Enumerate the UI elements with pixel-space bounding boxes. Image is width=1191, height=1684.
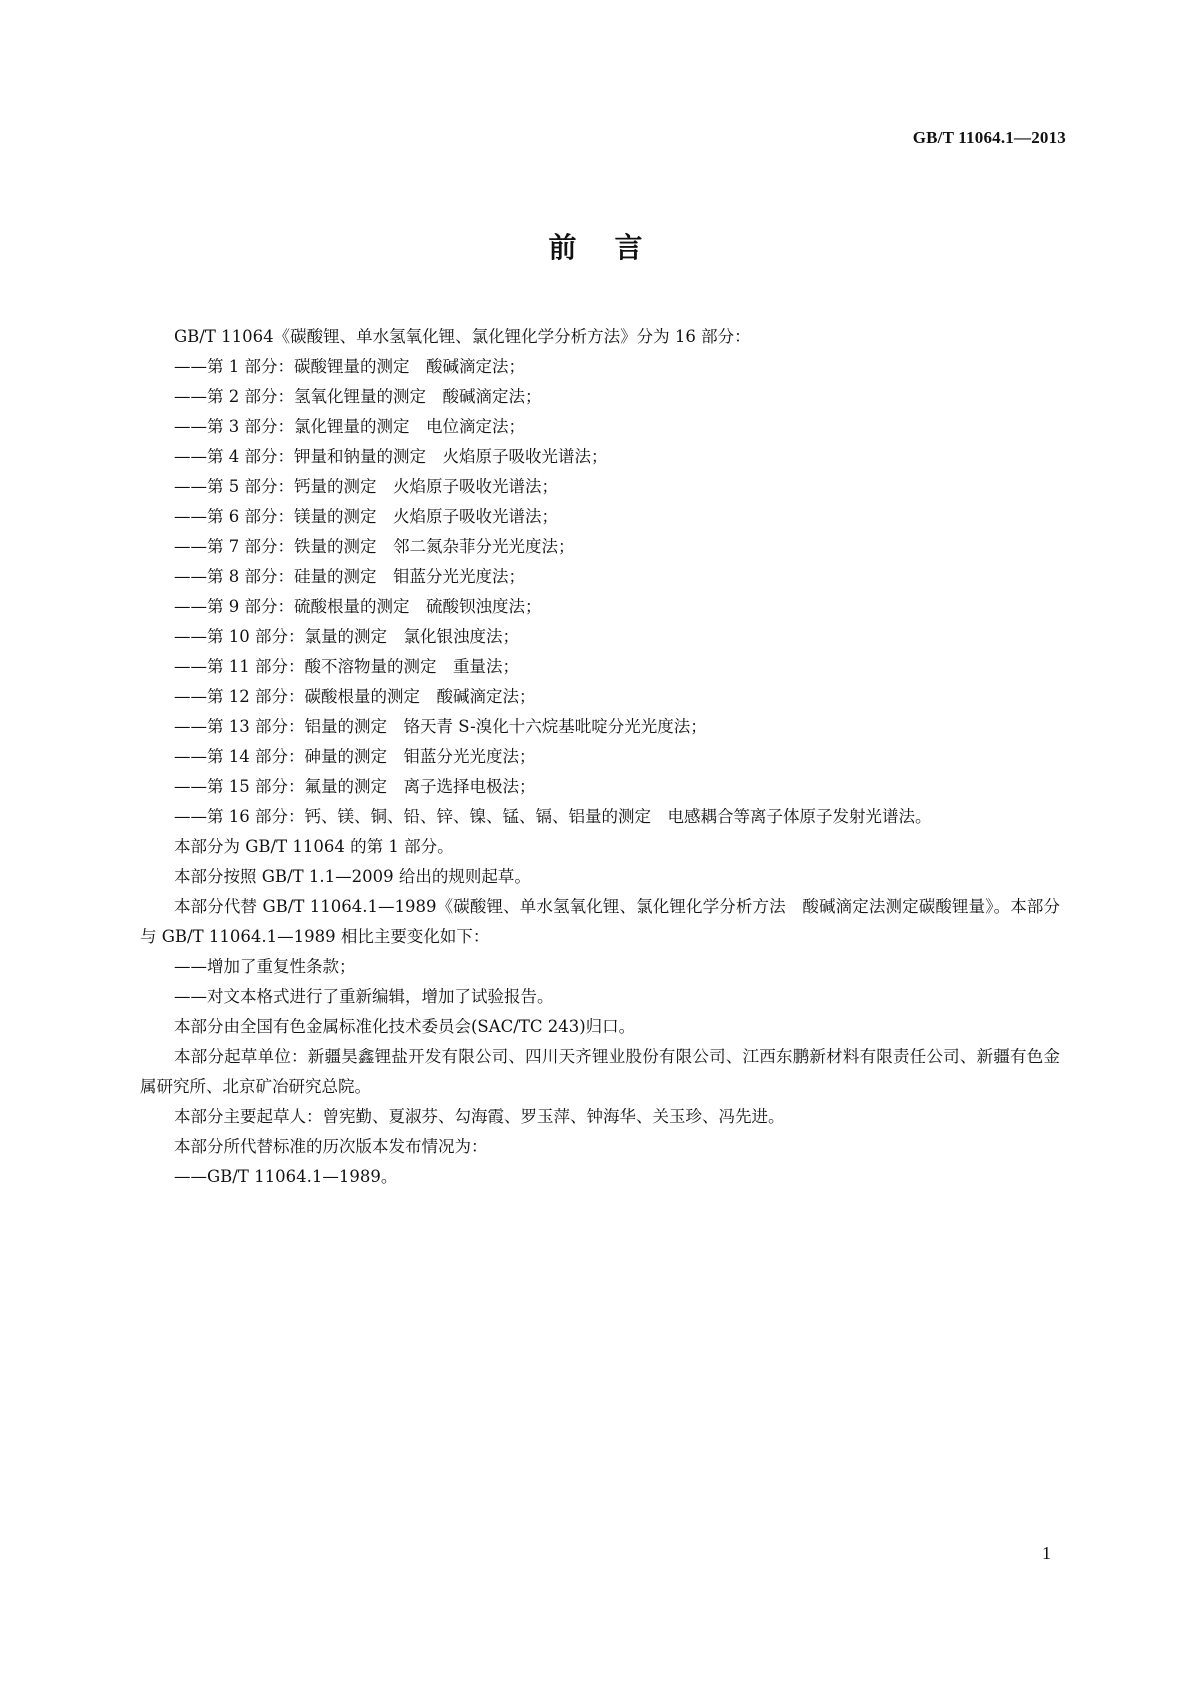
list-item: ——第 4 部分：钾量和钠量的测定 火焰原子吸收光谱法； <box>174 447 608 466</box>
list-item: ——第 13 部分：铝量的测定 铬天青 S-溴化十六烷基吡啶分光光度法； <box>174 717 707 736</box>
committee-paragraph: 本部分由全国有色金属标准化技术委员会(SAC/TC 243)归口。 <box>174 1017 636 1036</box>
page-number: 1 <box>1042 1543 1051 1563</box>
list-item: ——第 3 部分：氯化锂量的测定 电位滴定法； <box>174 417 525 436</box>
standard-number: GB/T 11064.1—2013 <box>912 128 1066 147</box>
list-item: ——第 10 部分：氯量的测定 氯化银浊度法； <box>174 627 519 646</box>
list-item: ——第 1 部分：碳酸锂量的测定 酸碱滴定法； <box>174 357 525 376</box>
replaces-paragraph: 本部分代替 GB/T 11064.1—1989《碳酸锂、单水氢氧化锂、氯化锂化学分析方法 酸碱滴定法测定碳酸锂量》。本部分与 GB/T 11064.1—1989 相比主要变化如下： <box>140 897 1060 946</box>
list-item: ——第 2 部分：氢氧化锂量的测定 酸碱滴定法； <box>174 387 542 406</box>
foreword-body <box>140 322 1060 1192</box>
change-item: ——对文本格式进行了重新编辑，增加了试验报告。 <box>174 987 554 1006</box>
history-intro: 本部分所代替标准的历次版本发布情况为： <box>174 1137 488 1156</box>
list-item: ——第 6 部分：镁量的测定 火焰原子吸收光谱法； <box>174 507 558 526</box>
list-item: ——第 16 部分：钙、镁、铜、铅、锌、镍、锰、镉、铝量的测定 电感耦合等离子体原子发射光谱法。 <box>174 807 932 826</box>
list-item: ——第 11 部分：酸不溶物量的测定 重量法； <box>174 657 519 676</box>
change-item: ——增加了重复性条款； <box>174 957 356 976</box>
drafters-paragraph: 本部分主要起草人：曾宪勤、夏淑芬、勾海霞、罗玉萍、钟海华、关玉珍、冯先进。 <box>174 1107 785 1126</box>
drafting-units-paragraph: 本部分起草单位：新疆昊鑫锂盐开发有限公司、四川天齐锂业股份有限公司、江西东鹏新材料有限责任公司、新疆有色金属研究所、北京矿冶研究总院。 <box>140 1047 1060 1096</box>
list-item: ——第 14 部分：砷量的测定 钼蓝分光光度法； <box>174 747 536 766</box>
part-statement: 本部分为 GB/T 11064 的第 1 部分。 <box>174 837 454 856</box>
list-item: ——第 7 部分：铁量的测定 邻二氮杂菲分光光度法； <box>174 537 575 556</box>
intro-paragraph: GB/T 11064《碳酸锂、单水氢氧化锂、氯化锂化学分析方法》分为 16 部分： <box>174 327 751 346</box>
page-title: 前言 <box>548 231 681 264</box>
list-item: ——第 12 部分：碳酸根量的测定 酸碱滴定法； <box>174 687 536 706</box>
drafting-rule: 本部分按照 GB/T 1.1—2009 给出的规则起草。 <box>174 867 531 886</box>
list-item: ——第 15 部分：氟量的测定 离子选择电极法； <box>174 777 536 796</box>
history-item: ——GB/T 11064.1—1989。 <box>174 1167 398 1186</box>
list-item: ——第 8 部分：硅量的测定 钼蓝分光光度法； <box>174 567 525 586</box>
list-item: ——第 5 部分：钙量的测定 火焰原子吸收光谱法； <box>174 477 558 496</box>
list-item: ——第 9 部分：硫酸根量的测定 硫酸钡浊度法； <box>174 597 542 616</box>
